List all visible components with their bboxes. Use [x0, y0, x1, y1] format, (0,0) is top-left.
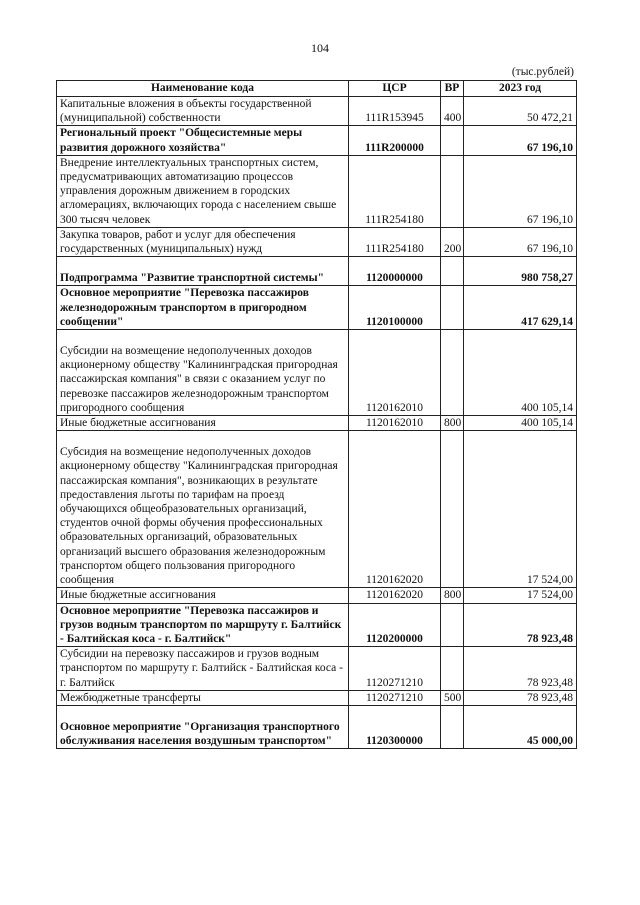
row-name-cell: Межбюджетные трансферты	[57, 690, 349, 705]
row-sum-cell: 17 524,00	[464, 588, 577, 603]
row-csr-cell: 111R254180	[349, 155, 441, 227]
row-name-cell: Субсидия на возмещение недополученных доходов акционерному обществу "Калининградская пригородная пассажирская компания", возникающих в результате предоставления льготы по тарифам на проезд обучающихся общеобразовательных организаций, студентов очной формы обучения профессиональных образовательных организаций, образовательных организаций высшего образования железнодорожным транспортом общего пользования пригородного сообщения	[57, 431, 349, 588]
row-name-cell: Основное мероприятие "Перевозка пассажиров железнодорожным транспортом в пригородном сообщении"	[57, 286, 349, 330]
table-row	[57, 431, 577, 588]
row-vr-cell	[441, 647, 464, 691]
budget-table	[56, 80, 577, 749]
table-row	[57, 286, 577, 330]
row-name-cell: Основное мероприятие "Перевозка пассажиров и грузов водным транспортом по маршруту г. Балтийск - Балтийская коса - г. Балтийск"	[57, 603, 349, 647]
table-row	[57, 416, 577, 431]
table-row	[57, 588, 577, 603]
table-header-row	[57, 81, 577, 97]
row-csr-cell: 1120300000	[349, 705, 441, 748]
row-sum-cell: 67 196,10	[464, 227, 577, 256]
header-name: Наименование кода	[57, 81, 349, 97]
row-vr-cell: 200	[441, 227, 464, 256]
header-csr: ЦСР	[349, 81, 441, 97]
row-vr-cell	[441, 431, 464, 588]
row-vr-cell: 400	[441, 97, 464, 126]
row-name-cell: Капитальные вложения в объекты государственной (муниципальной) собственности	[57, 97, 349, 126]
row-name-cell: Внедрение интеллектуальных транспортных систем, предусматривающих автоматизацию процессов управления дорожным движением в городских агломерациях, включающих города с населением свыше 300 тысяч человек	[57, 155, 349, 227]
row-sum-cell: 980 758,27	[464, 257, 577, 286]
row-csr-cell: 111R254180	[349, 227, 441, 256]
row-csr-cell: 111R200000	[349, 126, 441, 155]
row-sum-cell: 67 196,10	[464, 155, 577, 227]
row-csr-cell: 1120271210	[349, 647, 441, 691]
row-name-cell: Региональный проект "Общесистемные меры развития дорожного хозяйства"	[57, 126, 349, 155]
table-row	[57, 690, 577, 705]
page-number: 104	[311, 41, 329, 55]
table-row	[57, 155, 577, 227]
row-sum-cell: 78 923,48	[464, 647, 577, 691]
table-row	[57, 257, 577, 286]
row-sum-cell: 17 524,00	[464, 431, 577, 588]
row-sum-cell: 50 472,21	[464, 97, 577, 126]
table-row	[57, 227, 577, 256]
row-sum-cell: 400 105,14	[464, 330, 577, 416]
table-row	[57, 97, 577, 126]
row-vr-cell	[441, 286, 464, 330]
row-vr-cell	[441, 705, 464, 748]
row-sum-cell: 67 196,10	[464, 126, 577, 155]
row-name-cell: Иные бюджетные ассигнования	[57, 588, 349, 603]
row-name-cell: Субсидии на перевозку пассажиров и грузов водным транспортом по маршруту г. Балтийск - Балтийская коса - г. Балтийск	[57, 647, 349, 691]
row-sum-cell: 400 105,14	[464, 416, 577, 431]
row-vr-cell	[441, 257, 464, 286]
header-sum: 2023 год	[464, 81, 577, 97]
table-body	[57, 97, 577, 749]
row-name-cell: Закупка товаров, работ и услуг для обеспечения государственных (муниципальных) нужд	[57, 227, 349, 256]
row-vr-cell: 500	[441, 690, 464, 705]
row-vr-cell	[441, 126, 464, 155]
row-csr-cell: 1120162020	[349, 588, 441, 603]
row-sum-cell: 78 923,48	[464, 690, 577, 705]
row-vr-cell: 800	[441, 588, 464, 603]
table-row	[57, 603, 577, 647]
row-csr-cell: 1120100000	[349, 286, 441, 330]
table-row	[57, 705, 577, 748]
row-sum-cell: 417 629,14	[464, 286, 577, 330]
row-name-cell: Подпрограмма "Развитие транспортной системы"	[57, 257, 349, 286]
row-csr-cell: 1120271210	[349, 690, 441, 705]
row-name-cell: Основное мероприятие "Организация транспортного обслуживания населения воздушным транспортом"	[57, 705, 349, 748]
table-row	[57, 126, 577, 155]
row-vr-cell	[441, 330, 464, 416]
row-name-cell: Иные бюджетные ассигнования	[57, 416, 349, 431]
row-vr-cell	[441, 603, 464, 647]
row-vr-cell	[441, 155, 464, 227]
row-csr-cell: 111R153945	[349, 97, 441, 126]
row-csr-cell: 1120162020	[349, 431, 441, 588]
row-name-cell: Субсидии на возмещение недополученных доходов акционерному обществу "Калининградская пригородная пассажирская компания" в связи с оказанием услуг по перевозке пассажиров железнодорожным транспортом пригородного сообщения	[57, 330, 349, 416]
header-vr: ВР	[441, 81, 464, 97]
row-csr-cell: 1120162010	[349, 330, 441, 416]
row-vr-cell: 800	[441, 416, 464, 431]
units-label: (тыс.рублей)	[511, 66, 574, 78]
row-csr-cell: 1120162010	[349, 416, 441, 431]
table-row	[57, 647, 577, 691]
row-sum-cell: 78 923,48	[464, 603, 577, 647]
row-sum-cell: 45 000,00	[464, 705, 577, 748]
row-csr-cell: 1120200000	[349, 603, 441, 647]
row-csr-cell: 1120000000	[349, 257, 441, 286]
table-row	[57, 330, 577, 416]
